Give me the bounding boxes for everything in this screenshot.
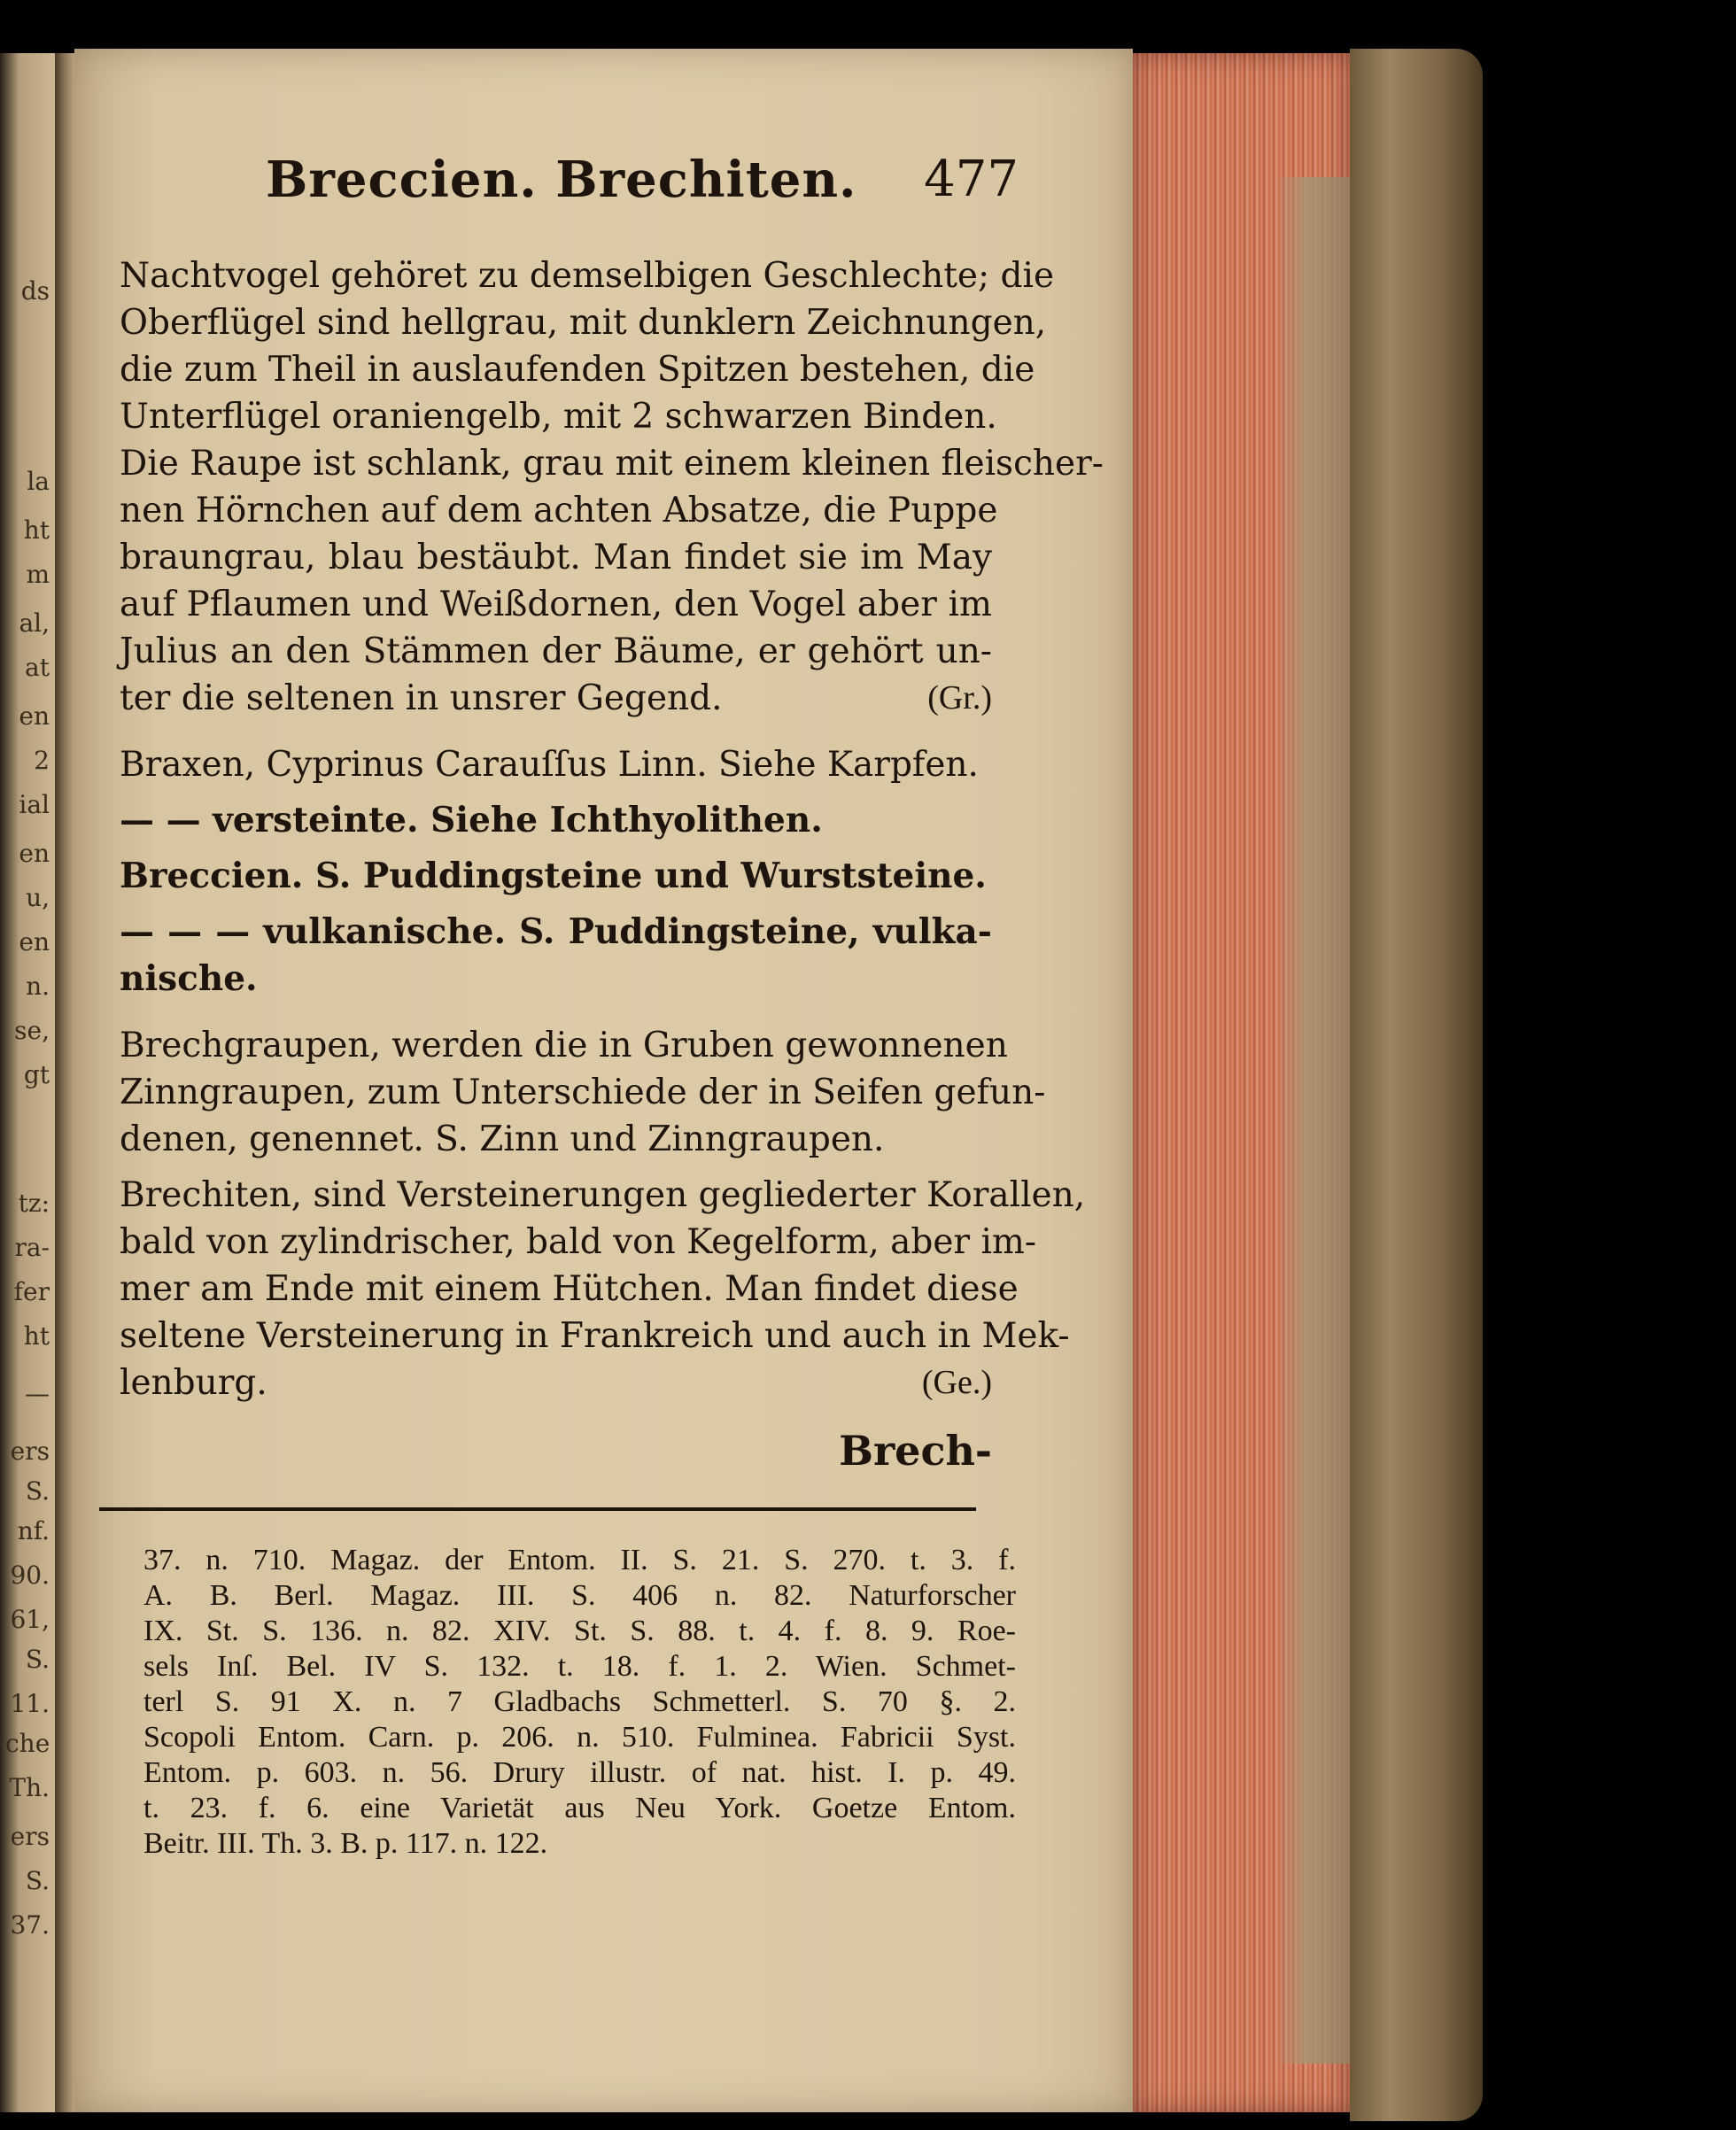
left-margin-fragment: 61, [10,1605,50,1634]
left-margin-fragment: m [26,560,50,589]
left-margin-fragment: gt [23,1060,50,1089]
left-margin-fragment: 90. [10,1561,50,1590]
left-margin-fragment: ht [23,515,50,545]
text-line: Oberflügel sind hellgrau, mit dunklern Zeichnungen, [120,303,1047,343]
left-margin-fragment: al, [19,608,50,638]
author-siglum: (Ge.) [921,1364,992,1401]
running-head: Breccien. Brechiten. [266,151,857,209]
book-cover-edge [1350,49,1483,2121]
text-line: Unterflügel oraniengelb, mit 2 schwarzen Binden. [120,397,997,437]
text-line: Die Raupe ist schlank, grau mit einem kleinen fleischer- [120,444,1104,484]
left-margin-fragment: 2 [34,746,50,775]
left-margin-fragment: S. [25,1866,50,1895]
page-block-shadow [1275,177,1350,2064]
entry-breccien-vulkanische: — — — vulkanische. S. Puddingsteine, vulka- [120,911,992,952]
text-line: braungrau, blau bestäubt. Man findet sie im May [120,538,992,577]
footnote-line: Scopoli Entom. Carn. p. 206. n. 510. Fulminea. Fabricii Syst. [143,1721,1016,1754]
footnote-line: IX. St. S. 136. n. 82. XIV. St. S. 88. t. 4. f. 8. 9. Roe- [143,1615,1016,1647]
left-margin-fragment: fer [13,1277,50,1306]
left-margin-fragment: — [25,1379,50,1408]
text-line: Julius an den Stämmen der Bäume, er gehört un- [120,631,992,671]
entry-breccien: Breccien. S. Puddingsteine und Wurststeine. [120,856,987,896]
left-margin-fragment: ra- [14,1233,50,1262]
left-margin-fragment: en [19,839,50,868]
footnotes [143,1543,1016,1862]
left-margin-fragment: n. [26,972,50,1001]
left-margin-fragment: u, [26,883,50,912]
text-line: nische. [120,958,258,999]
author-siglum: (Gr.) [927,679,992,716]
left-margin-fragment: nf. [17,1516,50,1545]
entry-braxen: Braxen, Cyprinus Carauſſus Linn. Siehe Karpfen. [120,745,979,785]
entry-last-line: lenburg. [120,1363,267,1403]
footnote-line: terl S. 91 X. n. 7 Gladbachs Schmetterl. S. 70 §. 2. [143,1685,1016,1718]
text-line: auf Pflaumen und Weißdornen, den Vogel aber im [120,585,992,624]
entry-braxen-versteinte: — — versteinte. Siehe Ichthyolithen. [120,800,823,840]
left-margin-fragment: che [5,1729,50,1758]
page-number: 477 [924,151,1019,208]
text-line: seltene Versteinerung in Frankreich und auch in Mek- [120,1316,1070,1356]
left-margin-fragment: S. [25,1476,50,1506]
left-margin-fragment: tz: [18,1189,50,1218]
page-header [266,151,1019,221]
left-margin-fragment: ial [19,790,50,819]
left-margin-fragment: ers [10,1822,50,1851]
left-margin-fragment: ers [10,1437,50,1466]
left-margin-fragment: se, [14,1016,50,1045]
left-margin-fragment: ht [23,1321,50,1351]
text-line: denen, genennet. S. Zinn und Zinngraupen. [120,1119,885,1159]
footnote-rule [99,1507,976,1511]
left-margin-fragment: en [19,701,50,731]
text-line: bald von zylindrischer, bald von Kegelform, aber im- [120,1222,1037,1262]
left-margin-fragment: at [25,653,50,682]
footnote-line: A. B. Berl. Magaz. III. S. 406 n. 82. Naturforscher [143,1579,1016,1612]
text-line: nen Hörnchen auf dem achten Absatze, die Puppe [120,491,998,531]
footnote-line: t. 23. f. 6. eine Varietät aus Neu York. Goetze Entom. [143,1792,1016,1824]
text-line [120,1359,992,1406]
left-margin-fragment: Th. [9,1773,50,1802]
entry-brechiten: Brechiten, sind Versteinerungen gegliederter Korallen, [120,1175,1086,1215]
text-line: mer am Ende mit einem Hütchen. Man findet diese [120,1269,1019,1309]
text-line [120,675,992,722]
entry-brechgraupen: Brechgraupen, werden die in Gruben gewonnenen [120,1026,1008,1065]
left-margin-fragment: S. [25,1645,50,1674]
footnote-line: 37. n. 710. Magaz. der Entom. II. S. 21. S. 270. t. 3. f. [143,1544,1016,1576]
footnote-line: Entom. p. 603. n. 56. Drury illustr. of nat. hist. I. p. 49. [143,1756,1016,1789]
left-margin-fragment: la [27,467,50,496]
left-margin-fragment: 11. [10,1689,50,1718]
footnote-line: Beitr. III. Th. 3. B. p. 117. n. 122. [143,1827,548,1860]
left-page-edge [0,53,58,2112]
footnote-line: sels Inſ. Bel. IV S. 132. t. 18. f. 1. 2. Wien. Schmet- [143,1650,1016,1683]
left-margin-fragment: en [19,927,50,957]
page-body [120,252,1104,1486]
book-gutter [55,53,74,2112]
text-line: Nachtvogel gehöret zu demselbigen Geschlechte; die [120,256,1055,296]
text-line: die zum Theil in auslaufenden Spitzen bestehen, die [120,350,1035,390]
left-margin-fragment: ds [20,276,50,306]
left-margin-fragment: 37. [10,1910,50,1940]
entry-last-line: ter die seltenen in unsrer Gegend. [120,678,723,718]
catchword: Brech- [839,1427,992,1475]
text-line: Zinngraupen, zum Unterschiede der in Seifen gefun- [120,1073,1046,1112]
